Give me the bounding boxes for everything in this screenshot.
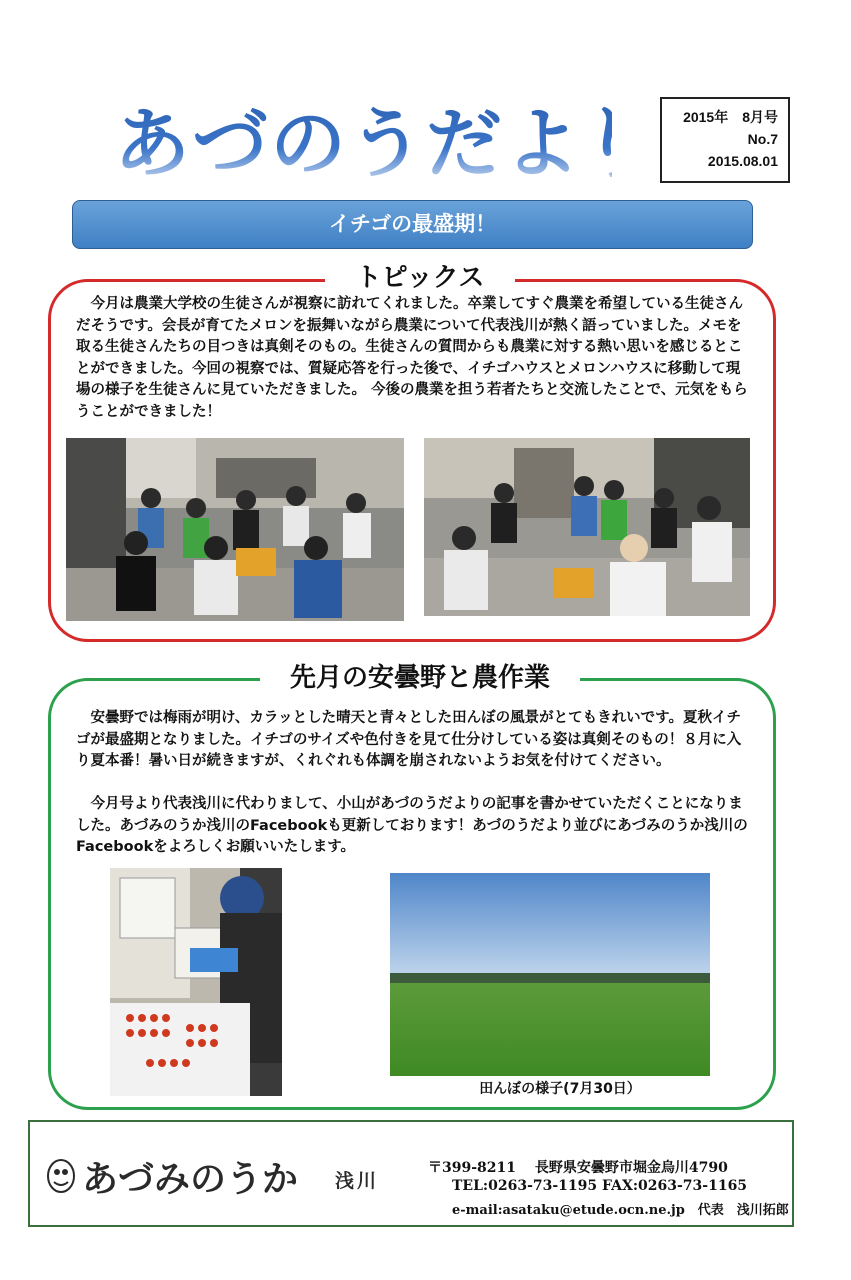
issue-info-box: [660, 97, 790, 183]
rice-field-caption: 田んぼの様子(7月30日）: [479, 1081, 641, 1097]
students-visit-photo-2: [424, 438, 750, 616]
last-month-heading: 先月の安曇野と農作業: [260, 658, 580, 698]
headline-banner: イチゴの最盛期！: [72, 200, 753, 249]
issue-date: 2015.08.01: [707, 153, 778, 169]
farm-logo-subtext: 浅川: [335, 1170, 380, 1192]
students-visit-photo-1: [66, 438, 404, 621]
rice-field-photo: [390, 873, 710, 1076]
footer-phone: TEL:0263-73-1195 FAX:0263-73-1165: [452, 1178, 748, 1194]
newsletter-title: [112, 92, 612, 200]
topics-heading: トピックス: [325, 259, 515, 297]
last-month-paragraph-1: 安曇野では梅雨が明け、カラッとした晴天と青々とした田んぼの風景がとてもきれいです。夏秋イチゴが最盛期となりました。イチゴのサイズや色付きを見て仕分けしている姿は真剣そのもの！８月に入り夏本番！暑い日が続きますが、くれぐれも体調を崩されないようお気を付けてください。: [76, 710, 742, 769]
last-month-paragraph-2: 今月号より代表浅川に代わりまして、小山があづのうだよりの記事を書かせていただくことになりました。あづみのうか浅川のFacebookも更新しております！あづのうだより並びにあづみのうか浅川のFacebookをよろしくお願いいたします。: [76, 796, 748, 855]
strawberry-sorting-photo: [110, 868, 282, 1096]
farm-logo-icon: [46, 1158, 76, 1194]
issue-month: 2015年 8月号: [683, 109, 778, 125]
farm-logo-text: あづみのうか: [82, 1158, 299, 1200]
footer-address: 〒399-8211 長野県安曇野市堀金烏川4790: [428, 1160, 728, 1176]
issue-number: No.7: [747, 131, 778, 147]
newsletter-title-text: あづのうだより: [114, 99, 612, 188]
topics-body: 今月は農業大学校の生徒さんが視察に訪れてくれました。卒業してすぐ農業を希望している生徒さんだそうです。会長が育てたメロンを振舞いながら農業について代表浅川が熱く語っていました。メモを取る生徒さんたちの目つきは真剣そのもの。生徒さんの質問からも農業に対する熱い思いを感じるとことができました。今回の視察では、質疑応答を行った後で、イチゴハウスとメロンハウスに移動して現場の様子を生徒さんに見ていただきました。 今後の農業を担う若者たちと交流したことで、元気をもらうことができました！: [76, 296, 748, 420]
footer-email[interactable]: e-mail:asataku@etude.ocn.ne.jp 代表 浅川拓郎: [452, 1203, 789, 1218]
